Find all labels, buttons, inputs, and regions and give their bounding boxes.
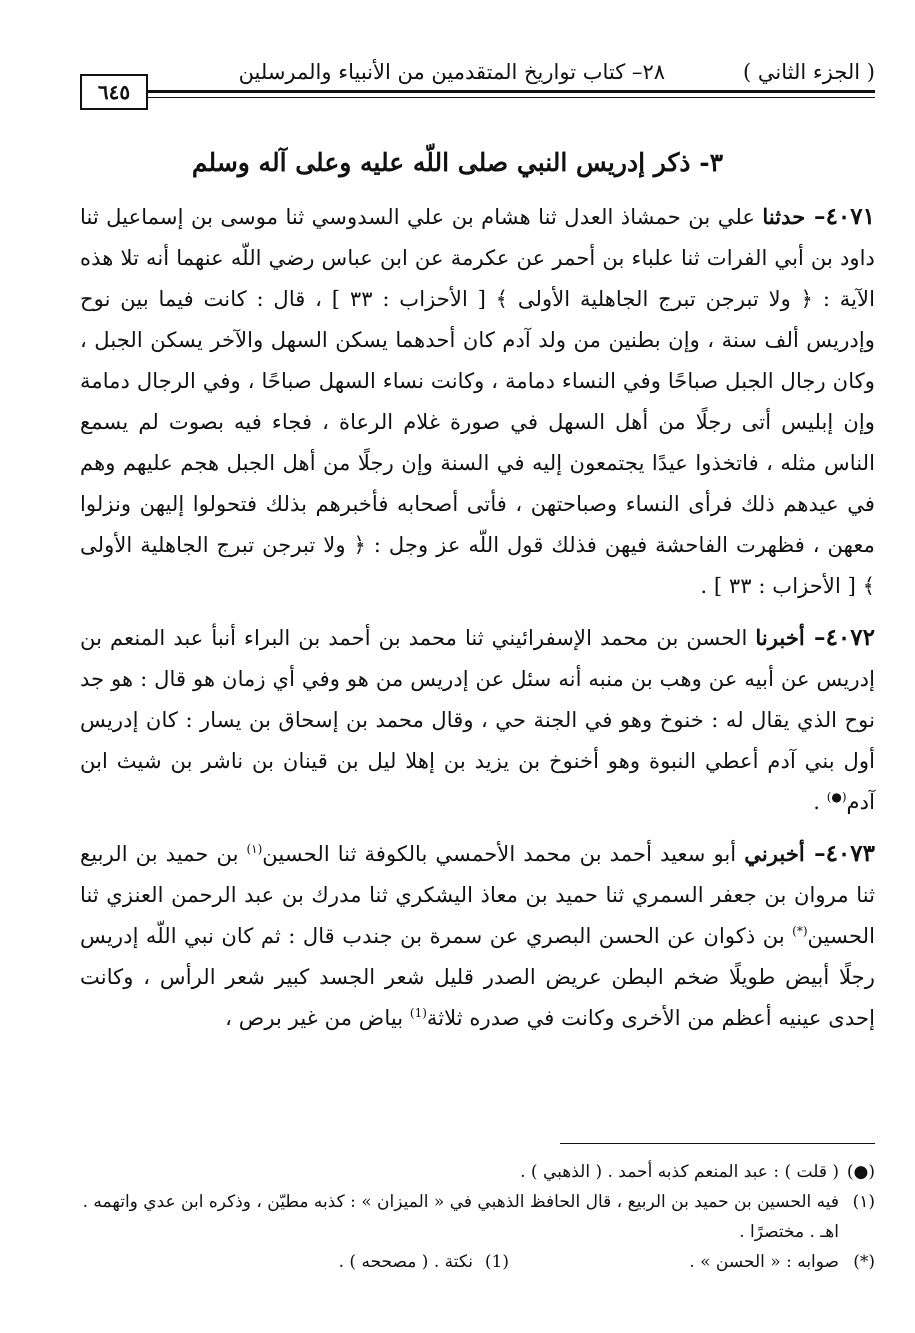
hadith-text: أبو سعيد أحمد بن محمد الأحمسي بالكوفة ثنا الحسين <box>262 841 737 866</box>
page-number: ٦٤٥ <box>80 74 148 110</box>
footnote-ref: (●) <box>826 789 847 804</box>
hadith-number: ٤٠٧٢ <box>825 624 875 651</box>
footnote <box>80 1157 875 1187</box>
footnote-row <box>80 1247 875 1277</box>
footnote-mark: (●) <box>846 1162 875 1182</box>
footnote <box>509 1247 875 1277</box>
header-rule-thick <box>146 90 875 93</box>
hadith-number: ٤٠٧٣ <box>825 840 875 867</box>
footnote-text: صوابه : « الحسن » . <box>689 1252 839 1272</box>
hadith-text: الحسن بن محمد الإسفرائيني ثنا محمد بن أحمد بن البراء أنبأ عبد المنعم بن إدريس عن أبيه عن وهب بن منبه أنه سئل عن إدريس من هو وفي أي زمان هو قال : هو جد نوح الذي يقال له : خنوخ وهو في الجنة حي ، وقال محمد بن إسحاق بن يسار : كان إدريس أول بني آدم أعطي النبوة وهو أخنوخ بن يزيد بن إهلا ليل بن قينان بن ناشر بن شيث ابن آدم <box>80 625 875 814</box>
hadith-4071: ٤٠٧١– حدثنا علي بن حمشاذ العدل ثنا هشام بن علي السدوسي ثنا موسى بن إسماعيل ثنا داود بن أبي الفرات ثنا علباء بن أحمر عن عكرمة عن ابن عباس رضي اللّه عنهما أنه تلا هذه الآية : ﴿ ولا تبرجن تبرج الجاهلية الأولى ﴾ [ الأحزاب : ٣٣ ] ، قال : كانت فيما بين نوح وإدريس ألف سنة ، وإن بطنين من ولد آدم كان أحدهما يسكن السهل والآخر يسكن الجبل ، وكان رجال الجبل صباحًا وفي النساء دمامة ، وكانت نساء السهل صباحًا ، وفي الرجال دمامة وإن إبليس أتى رجلًا من أهل السهل في صورة غلام الرعاة ، فجاء فيه بصوت لم يسمع الناس مثله ، فاتخذوا عيدًا يجتمعون إليه في السنة وإن رجلًا من أهل الجبل هجم عليهم وهم في عيدهم ذلك فرأى النساء وصباحتهن ، فأتى أصحابه فأخبرهم بذلك فتحولوا إليهن ونزلوا معهن ، فظهرت الفاحشة فيهن فذلك قول اللّه عز وجل : ﴿ ولا تبرجن تبرج الجاهلية الأولى ﴾ [ الأحزاب : ٣٣ ] . <box>80 203 875 598</box>
main-text <box>80 196 875 1049</box>
hadith-text: علي بن حمشاذ العدل ثنا هشام بن علي السدوسي ثنا موسى بن إسماعيل ثنا داود بن أبي الفرات ثنا علباء بن أحمر عن عكرمة عن ابن عباس رضي اللّه عنهما أنه تلا هذه الآية : ﴿ ولا تبرجن تبرج الجاهلية الأولى ﴾ [ الأحزاب : ٣٣ ] ، قال : كانت فيما بين نوح وإدريس ألف سنة ، وإن بطنين من ولد آدم كان أحدهما يسكن السهل والآخر يسكن الجبل ، وكان رجال الجبل صباحًا وفي النساء دمامة ، وكانت نساء السهل صباحًا ، وفي الرجال دمامة وإن إبليس أتى رجلًا من أهل السهل في صورة غلام الرعاة ، فجاء فيه بصوت لم يسمع الناس مثله ، فاتخذوا عيدًا يجتمعون إليه في السنة وإن رجلًا من أهل الجبل هجم عليهم وهم في عيدهم ذلك فرأى النساء وصباحتهن ، فأتى أصحابه فأخبرهم بذلك فتحولوا إليهن ونزلوا معهن ، فظهرت الفاحشة فيهن فذلك قول اللّه عز وجل : ﴿ ولا تبرجن تبرج الجاهلية الأولى ﴾ [ الأحزاب : ٣٣ ] . <box>80 204 875 598</box>
hadith-lead: أخبرني <box>744 841 805 866</box>
volume-label: ( الجزء الثاني ) <box>743 60 875 84</box>
footnote-mark: (1) <box>484 1252 509 1272</box>
hadith-text: بن ذكوان عن الحسن البصري عن سمرة بن جندب قال : ثم كان نبي اللّه إدريس رجلًا أبيض طويلًا ضخم البطن عريض الصدر قليل شعر الجسد كبير شعر الرأس ، وكانت إحدى عينيه أعظم من الأخرى وكانت في صدره ثلاثة <box>80 923 875 1030</box>
footnote-mark: (*) <box>853 1252 875 1272</box>
page-header <box>80 52 875 104</box>
hadith-4072: ٤٠٧٢– أخبرنا الحسن بن محمد الإسفرائيني ثنا محمد بن أحمد بن البراء أنبأ عبد المنعم بن إدريس عن أبيه عن وهب بن منبه أنه سئل عن إدريس من هو وفي أي زمان هو قال : هو جد نوح الذي يقال له : خنوخ وهو في الجنة حي ، وقال محمد بن إسحاق بن يسار : كان إدريس أول بني آدم أعطي النبوة وهو أخنوخ بن يزيد بن إهلا ليل بن قينان بن ناشر بن شيث ابن آدم(●) . <box>80 624 875 814</box>
section-heading: ٣- ذكر إدريس النبي صلى اللّه عليه وعلى آله وسلم <box>191 148 724 177</box>
footnotes <box>80 1157 875 1277</box>
hadith-number: ٤٠٧١ <box>825 203 875 230</box>
footnote-ref: (١) <box>246 841 263 856</box>
footnote-text: نكتة . ( مصححه ) . <box>338 1252 473 1272</box>
footnote-ref: (*) <box>792 923 808 938</box>
footnote-separator <box>560 1143 875 1144</box>
footnote-text: ( قلت ) : عبد المنعم كذبه أحمد . ( الذهبي ) . <box>520 1162 839 1182</box>
header-rule-thin <box>146 97 875 98</box>
running-title: ٢٨– كتاب تواريخ المتقدمين من الأنبياء والمرسلين <box>238 60 665 84</box>
hadith-tail: . <box>813 789 827 814</box>
footnote-text: فيه الحسين بن حميد بن الربيع ، قال الحافظ الذهبي في « الميزان » : كذبه مطيّن ، وذكره ابن عدي واتهمه . اهـ . مختصرًا . <box>82 1192 839 1242</box>
footnote-ref: (1) <box>409 1005 427 1020</box>
hadith-text: بياض من غير برص ، <box>225 1005 410 1030</box>
footnote-mark: (١) <box>852 1192 875 1212</box>
hadith-4073: ٤٠٧٣– أخبرني أبو سعيد أحمد بن محمد الأحمسي بالكوفة ثنا الحسين$^{(١)}$ بن حميد بن الربيع ثنا مروان بن جعفر السمري ثنا حميد بن معاذ اليشكري ثنا مدرك بن عبد الرحمن العنزي ثنا الحسين(*) بن ذكوان عن الحسن البصري عن سمرة بن جندب قال : ثم كان نبي اللّه إدريس رجلًا أبيض طويلًا ضخم البطن عريض الصدر قليل شعر الجسد كبير شعر الرأس ، وكانت إحدى عينيه أعظم من الأخرى وكانت في صدره ثلاثة$^{(1)}$ بياض من غير برص ، <box>80 840 875 1030</box>
hadith-text: بن حميد بن الربيع ثنا مروان بن جعفر السمري ثنا حميد بن معاذ اليشكري ثنا مدرك بن عبد الرحمن العنزي ثنا الحسين <box>80 841 875 948</box>
hadith-lead: حدثنا <box>762 204 806 229</box>
hadith-lead: أخبرنا <box>755 625 805 650</box>
footnote <box>143 1247 509 1277</box>
footnote <box>80 1187 875 1247</box>
